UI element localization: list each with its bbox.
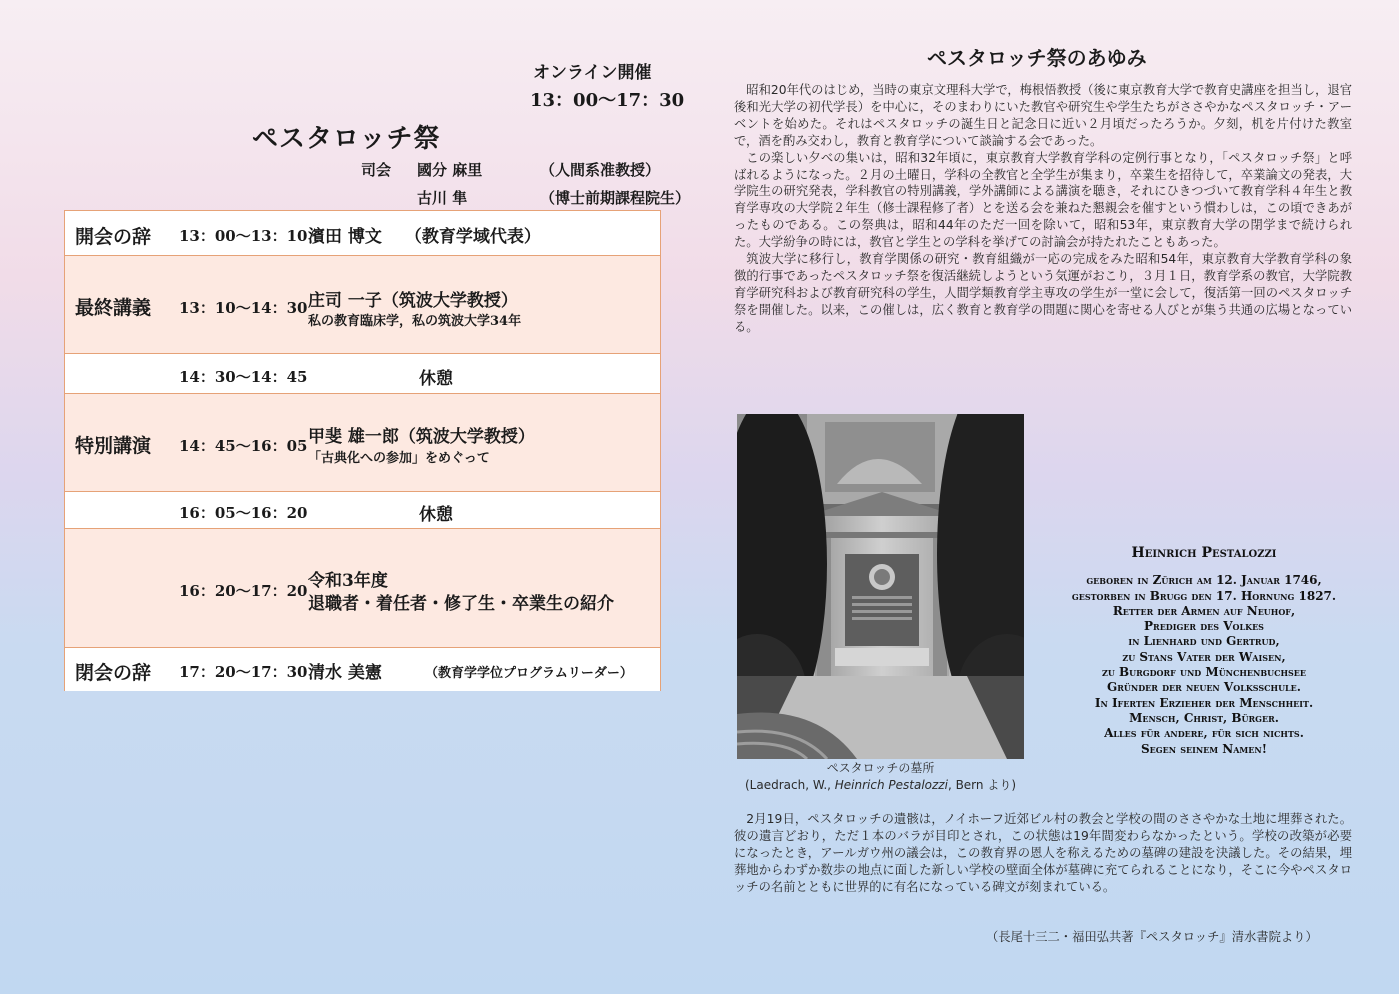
inscription-line: zu Burgdorf und Münchenbuchsee <box>1102 665 1306 680</box>
program-row <box>65 492 660 529</box>
program-label: 最終講義 <box>75 297 152 319</box>
program-speaker-role: （教育学学位プログラムリーダー） <box>425 666 633 681</box>
program-speaker: 清水 美憲 <box>308 663 382 683</box>
program-time: 13：00～13：10 <box>179 227 308 245</box>
program-row <box>65 211 660 256</box>
inscription-line: Segen seinem Namen! <box>1141 741 1267 756</box>
grave-photo-image <box>737 414 1024 759</box>
inscription-line: geboren in Zürich am 12. Januar 1746, <box>1086 573 1322 588</box>
inscription-line: Mensch, Christ, Bürger. <box>1129 710 1279 725</box>
mc-affiliation: （人間系准教授） <box>540 161 661 179</box>
program-speaker: 甲斐 雄一郎（筑波大学教授） <box>308 427 535 447</box>
program-speaker: 濱田 博文 （教育学域代表） <box>308 227 541 247</box>
program-row <box>65 648 660 691</box>
history-text <box>734 82 1352 336</box>
program-row <box>65 394 660 492</box>
photo-source-book: Heinrich Pestalozzi <box>834 778 948 792</box>
history-title: ペスタロッチ祭のあゆみ <box>927 46 1147 70</box>
inscription-line: Alles für andere, für sich nichts. <box>1104 726 1304 741</box>
mc-name: 國分 麻里 <box>417 161 483 179</box>
program-time: 13：10～14：30 <box>179 299 308 317</box>
inscription-line: gestorben in Brugg den 17. Hornung 1827. <box>1071 588 1337 603</box>
program-label: 特別講演 <box>75 435 152 457</box>
program-title: 令和3年度 <box>308 571 388 591</box>
grave-inscription <box>1052 546 1356 757</box>
program-time: 14：30～14：45 <box>179 368 308 386</box>
program-subtitle: 「古典化への参加」をめぐって <box>308 451 490 466</box>
burial-text: 2月19日，ペスタロッチの遺骸は，ノイホーフ近郊ビル村の教会と学校の間のささやかな土地に埋葬された。彼の遺言どおり，ただ１本のバラが目印とされ，この状態は19年間変わらなかったという。学校の改築が必要になったとき，アールガウ州の議会は，この教育界の恩人を称えるための墓碑の建設を決議した。その結果，埋葬地からわずか数歩の地点に面した新しい学校の壁面全体が墓碑に充てられることになり，そこに今やペスタロッチの名前とともに世界的に有名になっている碑文が刻まれている。 <box>734 812 1352 894</box>
photo-caption-source <box>737 777 1024 794</box>
history-paragraph: 筑波大学に移行し，教育学関係の研究・教育組織が一応の完成をみた昭和54年，東京教育大学教育学科の象徴的行事であったペスタロッチ祭を復活継続しようという気運がおこり，３月１日，教育学系の教官，大学院教育学研究科および教育研究科の学生，人間学類教育学主専攻の学生が一堂に会して，復活第一回のペスタロッチ祭を開催した。以来，この催しは，広く教育と教育学の問題に関心を寄せる人びとが集う共通の広場となっている。 <box>734 252 1352 334</box>
photo-caption-title: ペスタロッチの墓所 <box>826 761 935 775</box>
program-row <box>65 256 660 354</box>
photo-caption <box>737 760 1024 794</box>
inscription-line: Retter der Armen auf Neuhof, <box>1112 603 1296 618</box>
grave-photo <box>737 414 1024 759</box>
mc-name: 古川 隼 <box>417 189 468 207</box>
inscription-line: in Lienhard und Gertrud, <box>1128 634 1280 649</box>
program-title: 退職者・着任者・修了生・卒業生の紹介 <box>308 594 614 614</box>
mc-role: 司会 <box>361 161 392 179</box>
inscription-line: zu Stans Vater der Waisen, <box>1122 649 1286 664</box>
inscription-line: In Iferten Erzieher der Menschheit. <box>1094 695 1314 710</box>
event-title: ペスタロッチ祭 <box>252 124 441 154</box>
inscription-line: Prediger des Volkes <box>1144 619 1264 634</box>
burial-source: （長尾十三二・福田弘共著『ペスタロッチ』清水書院より） <box>986 930 1318 944</box>
event-time: 13：00～17：30 <box>530 90 685 111</box>
inscription-heading: Heinrich Pestalozzi <box>1131 545 1277 561</box>
program-time: 16：05～16：20 <box>179 504 308 522</box>
program-time: 14：45～16：05 <box>179 437 308 455</box>
program-label: 開会の辞 <box>75 226 152 248</box>
history-paragraph: 昭和20年代のはじめ，当時の東京文理科大学で，梅根悟教授（後に東京教育大学で教育史講座を担当し，退官後和光大学の初代学長）を中心に，そのまわりにいた教官や研究生や学生たちがささやかなペスタロッチ・アーベントを始めた。それはペスタロッチの誕生日と記念日に近い２月頃だったろうか。夕刻，机を片付けた教室で，酒を酌み交わし，教育と教育学について談論する会であった。 <box>734 83 1352 148</box>
program-table <box>64 210 661 691</box>
mc-affiliation: （博士前期課程院生） <box>540 189 691 207</box>
program-speaker: 庄司 一子（筑波大学教授） <box>308 291 518 311</box>
program-row <box>65 354 660 394</box>
photo-source-place: , Bern より) <box>947 778 1017 792</box>
program-label: 閉会の辞 <box>75 662 152 684</box>
program-time: 16：20～17：20 <box>179 582 308 600</box>
photo-source-author: (Laedrach, W., <box>744 778 835 792</box>
program-time: 17：20～17：30 <box>179 663 308 681</box>
online-label: オンライン開催 <box>533 63 652 83</box>
program-break: 休憩 <box>419 505 453 525</box>
inscription-line: Gründer der neuen Volksschule. <box>1107 680 1301 695</box>
history-paragraph: この楽しい夕べの集いは，昭和32年頃に，東京教育大学教育学科の定例行事となり，「ペスタロッチ祭」と呼ばれるようになった。２月の土曜日，学科の全教官と全学生が集まり，卒業生を招待して，卒業論文の発表，大学院生の研究発表，学科教官の特別講義，学外講師による講演を聴き，それにひきつづいて教育学科４年生と教育学専攻の大学院２年生（修士課程修了者）とを送る会を兼ねた懇親会を催すという慣わしは，この頃できあがったものである。この祭典は，昭和44年のただ一回を除いて，昭和53年，東京教育大学の閉学まで続けられた。大学紛争の時には，教官と学生との学科を挙げての討論会が持たれたこともあった。 <box>734 150 1352 250</box>
program-subtitle: 私の教育臨床学，私の筑波大学34年 <box>308 314 522 329</box>
program-row <box>65 529 660 648</box>
program-break: 休憩 <box>419 369 453 389</box>
